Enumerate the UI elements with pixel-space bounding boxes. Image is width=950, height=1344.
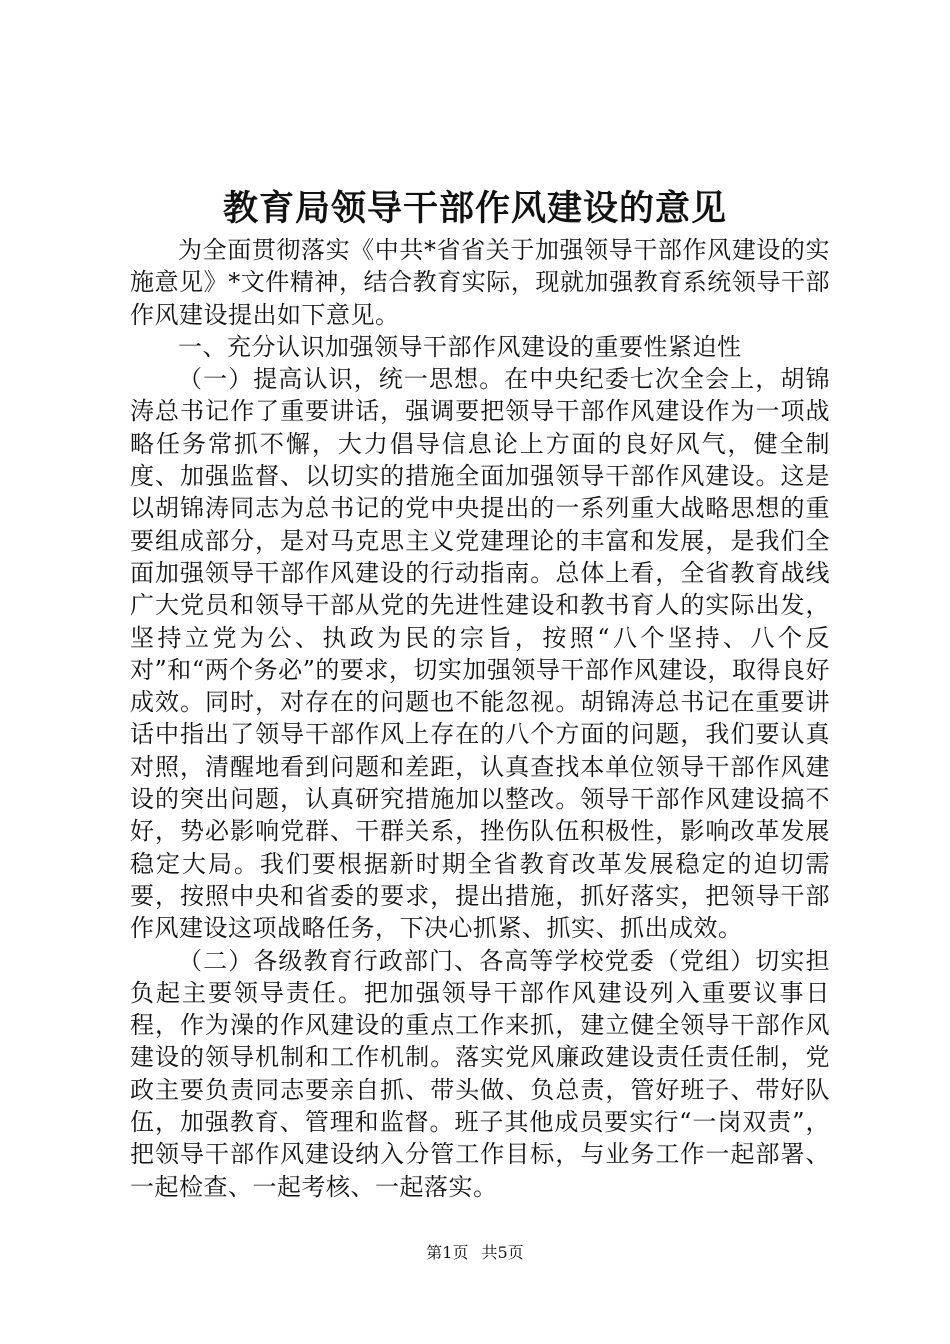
page-footer — [0, 1241, 950, 1265]
body-paragraph: （一）提高认识，统一思想。在中央纪委七次全会上，胡锦涛总书记作了重要讲话，强调要把领导干部作风建设作为一项战略任务常抓不懈，大力倡导信息论上方面的良好风气，健全制度、加强监督、以切实的措施全面加强领导干部作风建设。这是以胡锦涛同志为总书记的党中央提出的一系列重大战略思想的重要组成部分，是对马克思主义党建理论的丰富和发展，是我们全面加强领导干部作风建设的行动指南。总体上看，全省教育战线广大党员和领导干部从党的先进性建设和教书育人的实际出发，坚持立党为公、执政为民的宗旨，按照“八个坚持、八个反对”和“两个务必”的要求，切实加强领导干部作风建设，取得良好成效。同时，对存在的问题也不能忽视。胡锦涛总书记在重要讲话中指出了领导干部作风上存在的八个方面的问题，我们要认真对照，清醒地看到问题和差距，认真查找本单位领导干部作风建设的突出问题，认真研究措施加以整改。领导干部作风建设搞不好，势必影响党群、干群关系，挫伤队伍积极性，影响改革发展稳定大局。我们要根据新时期全省教育改革发展稳定的迫切需要，按照中央和省委的要求，提出措施，抓好落实，把领导干部作风建设这项战略任务，下决心抓紧、抓实、抓出成效。 — [130, 365, 830, 943]
section-heading: 一、充分认识加强领导干部作风建设的重要性紧迫性 — [178, 332, 742, 361]
document-title: 教育局领导干部作风建设的意见 — [222, 188, 727, 229]
body-paragraph: （二）各级教育行政部门、各高等学校党委（党组）切实担负起主要领导责任。把加强领导干部作风建设列入重要议事日程，作为澡的作风建设的重点工作来抓，建立健全领导干部作风建设的领导机制和工作机制。落实党风廉政建设责任责任制，党政主要负责同志要亲自抓、带头做、负总责，管好班子、带好队伍，加强教育、管理和监督。班子其他成员要实行“一岗双责”，把领导干部作风建设纳入分管工作目标，与业务工作一起部署、一起检查、一起考核、一起落实。 — [130, 946, 830, 1201]
intro-paragraph: 为全面贯彻落实《中共*省省关于加强领导干部作风建设的实施意见》*文件精神，结合教育实际，现就加强教育系统领导干部作风建设提出如下意见。 — [130, 236, 830, 329]
document-body — [130, 234, 830, 1203]
page-total: 共5页 — [481, 1243, 524, 1262]
page-number: 第1页 — [426, 1243, 469, 1262]
